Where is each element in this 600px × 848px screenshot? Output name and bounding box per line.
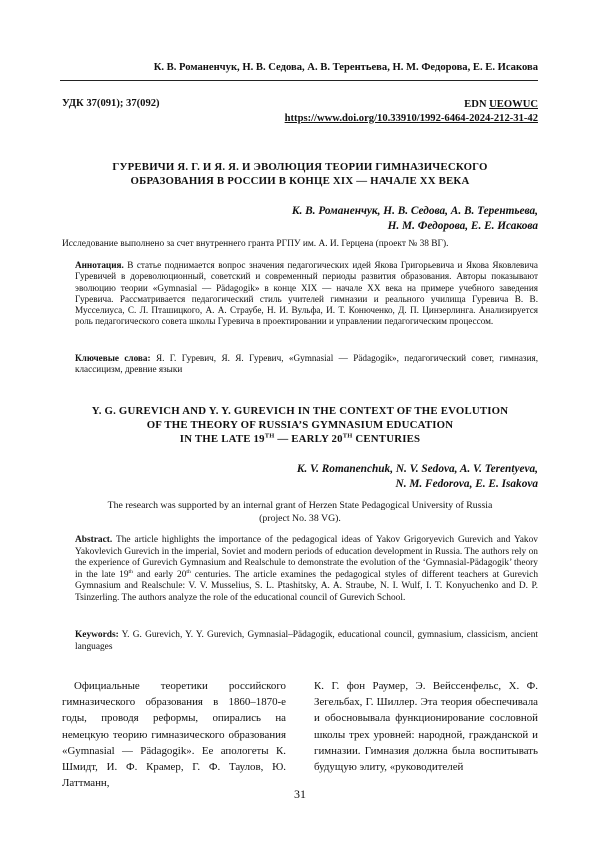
ru-title-line: ГУРЕВИЧИ Я. Г. И Я. Я. И ЭВОЛЮЦИЯ ТЕОРИИ ГИМНАЗИЧЕСКОГО xyxy=(112,161,488,173)
ru-keywords-label: Ключевые слова: xyxy=(75,353,151,363)
en-keywords-label: Keywords: xyxy=(75,630,119,640)
en-authors-line: K. V. Romanenchuk, N. V. Sedova, A. V. Terentyeva, xyxy=(296,463,538,475)
en-abstract-text: The article highlights the importance of the pedagogical ideas of Yakov Grigoryevich Gurevich and Yakov Yakovlevich Gurevich in the imperial, Soviet and modern periods of education development in Russia. The authors rely on the experience of Gurevich Gymnasium and Realschule to demonstrate the evolution of the ‘Gymnasial-Pädagogik’ theory in the late 19 xyxy=(75,535,538,580)
ru-keywords xyxy=(75,353,538,376)
en-keywords-text: Y. G. Gurevich, Y. Y. Gurevich, Gymnasial–Pädagogik, educational council, gymnasium, classicism, ancient languages xyxy=(75,630,538,652)
en-abstract xyxy=(75,535,538,605)
running-head: К. В. Романенчук, Н. В. Седова, А. В. Терентьева, Н. М. Федорова, Е. Е. Исакова xyxy=(153,62,538,73)
ru-abstract-text: В статье поднимается вопрос значения педагогических идей Якова Григорьевича и Якова Яковлевича Гуревичей в дореволюционный, советский и современный периоды развития образования. Авторы показывают эволюцию теории «Gymnasial — Pädagogik» в конце XIX — начале XX века на примере учебного заведения Гуревича. Рассматривается педагогический стиль учителей гимназии и реального училища Гуревича В. В. Мусселиуса, С. Л. Пташицкого, А. А. Страубе, Н. И. Вульфа, И. Т. Конюченко, Д. П. Цинзерлинга. Анализируется роль педагогического совета школы Гуревича в проектировании и управлении педагогическим процессом. xyxy=(75,260,538,327)
edn-line xyxy=(285,98,538,112)
body-column-right: К. Г. фон Раумер, Э. Вейссенфельс, Х. Ф. Зегельбах, Г. Шиллер. Эта теория обеспечивала и обосновывала функционирование сословной школы трех уровней: народной, гражданской и гимназии. Гимназия должна была воспитывать будущую элиту, «руководителей xyxy=(314,680,538,774)
edn-code[interactable]: UEOWUC xyxy=(489,99,538,110)
en-abstract-text: centuries. The article examines the pedagogical styles of different teachers at Gurevich Gymnasium and Realschule: V. V. Musselius, S. L. Ptashitsky, A. A. Straube, N. I. Wulf, I. T. Konyuchenko and D. P. Tsinzerling. The authors analyze the role of the educational council of Gurevich School. xyxy=(75,569,539,603)
ru-grant-note: Исследование выполнено за счет внутреннего гранта РГПУ им. А. И. Герцена (проект № 38 ВГ). xyxy=(62,239,449,249)
doi-link[interactable]: https://www.doi.org/10.33910/1992-6464-2024-212-31-42 xyxy=(284,112,538,124)
ru-title xyxy=(62,160,538,188)
en-title-line xyxy=(62,432,538,446)
header-rule xyxy=(60,80,538,81)
ru-keywords-text: Я. Г. Гуревич, Я. Я. Гуревич, «Gymnasial — Pädagogik», педагогический совет, гимназия, классицизм, древние языки xyxy=(75,353,539,375)
body-text-left: Официальные теоретики российского гимназического образования в 1860–1870-е годы, проводя реформы, опирались на немецкую теорию гимназического образования «Gymnasial — Pädagogik». Ее апологеты К. Шмидт, И. Ф. Крамер, Г. Ф. Таулов, Ю. Латтманн, xyxy=(62,680,286,790)
ru-abstract xyxy=(75,260,538,328)
en-grant-line: The research was supported by an internal grant of Herzen State Pedagogical University of Russia xyxy=(107,500,493,511)
en-authors-line: N. M. Fedorova, E. E. Isakova xyxy=(395,477,538,490)
page-number: 31 xyxy=(294,787,306,801)
ru-abstract-label: Аннотация. xyxy=(75,260,124,270)
en-title-part: — EARLY 20 xyxy=(274,433,343,445)
en-title-part: IN THE LATE 19 xyxy=(179,433,265,445)
en-title-sup: TH xyxy=(342,432,353,440)
en-keywords xyxy=(75,630,538,653)
en-title-line: Y. G. GUREVICH AND Y. Y. GUREVICH IN THE CONTEXT OF THE EVOLUTION xyxy=(91,405,509,417)
edn-block xyxy=(285,98,538,125)
ru-authors-line: Н. М. Федорова, Е. Е. Исакова xyxy=(387,219,538,232)
ru-authors xyxy=(292,204,538,233)
ru-authors-line: К. В. Романенчук, Н. В. Седова, А. В. Терентьева, xyxy=(291,205,538,217)
en-title xyxy=(62,404,538,446)
en-title-sup: TH xyxy=(264,432,275,440)
edn-label: EDN xyxy=(464,99,490,110)
ru-title-line: ОБРАЗОВАНИЯ В РОССИИ В КОНЦЕ XIX — НАЧАЛЕ XX ВЕКА xyxy=(130,175,470,187)
en-title-part: CENTURIES xyxy=(352,433,421,445)
en-authors xyxy=(297,462,538,491)
en-grant-line: (project No. 38 VG). xyxy=(259,512,341,524)
en-title-line: OF THE THEORY OF RUSSIA’S GYMNASIUM EDUCATION xyxy=(146,419,454,431)
en-abstract-text: and early 20 xyxy=(132,569,187,580)
body-column-left xyxy=(62,678,286,791)
en-grant-note xyxy=(62,500,538,525)
en-abstract-sup: th xyxy=(186,568,191,575)
en-abstract-label: Abstract. xyxy=(75,535,113,545)
en-abstract-sup: th xyxy=(128,568,133,575)
udk-code: УДК 37(091); 37(092) xyxy=(62,98,160,109)
